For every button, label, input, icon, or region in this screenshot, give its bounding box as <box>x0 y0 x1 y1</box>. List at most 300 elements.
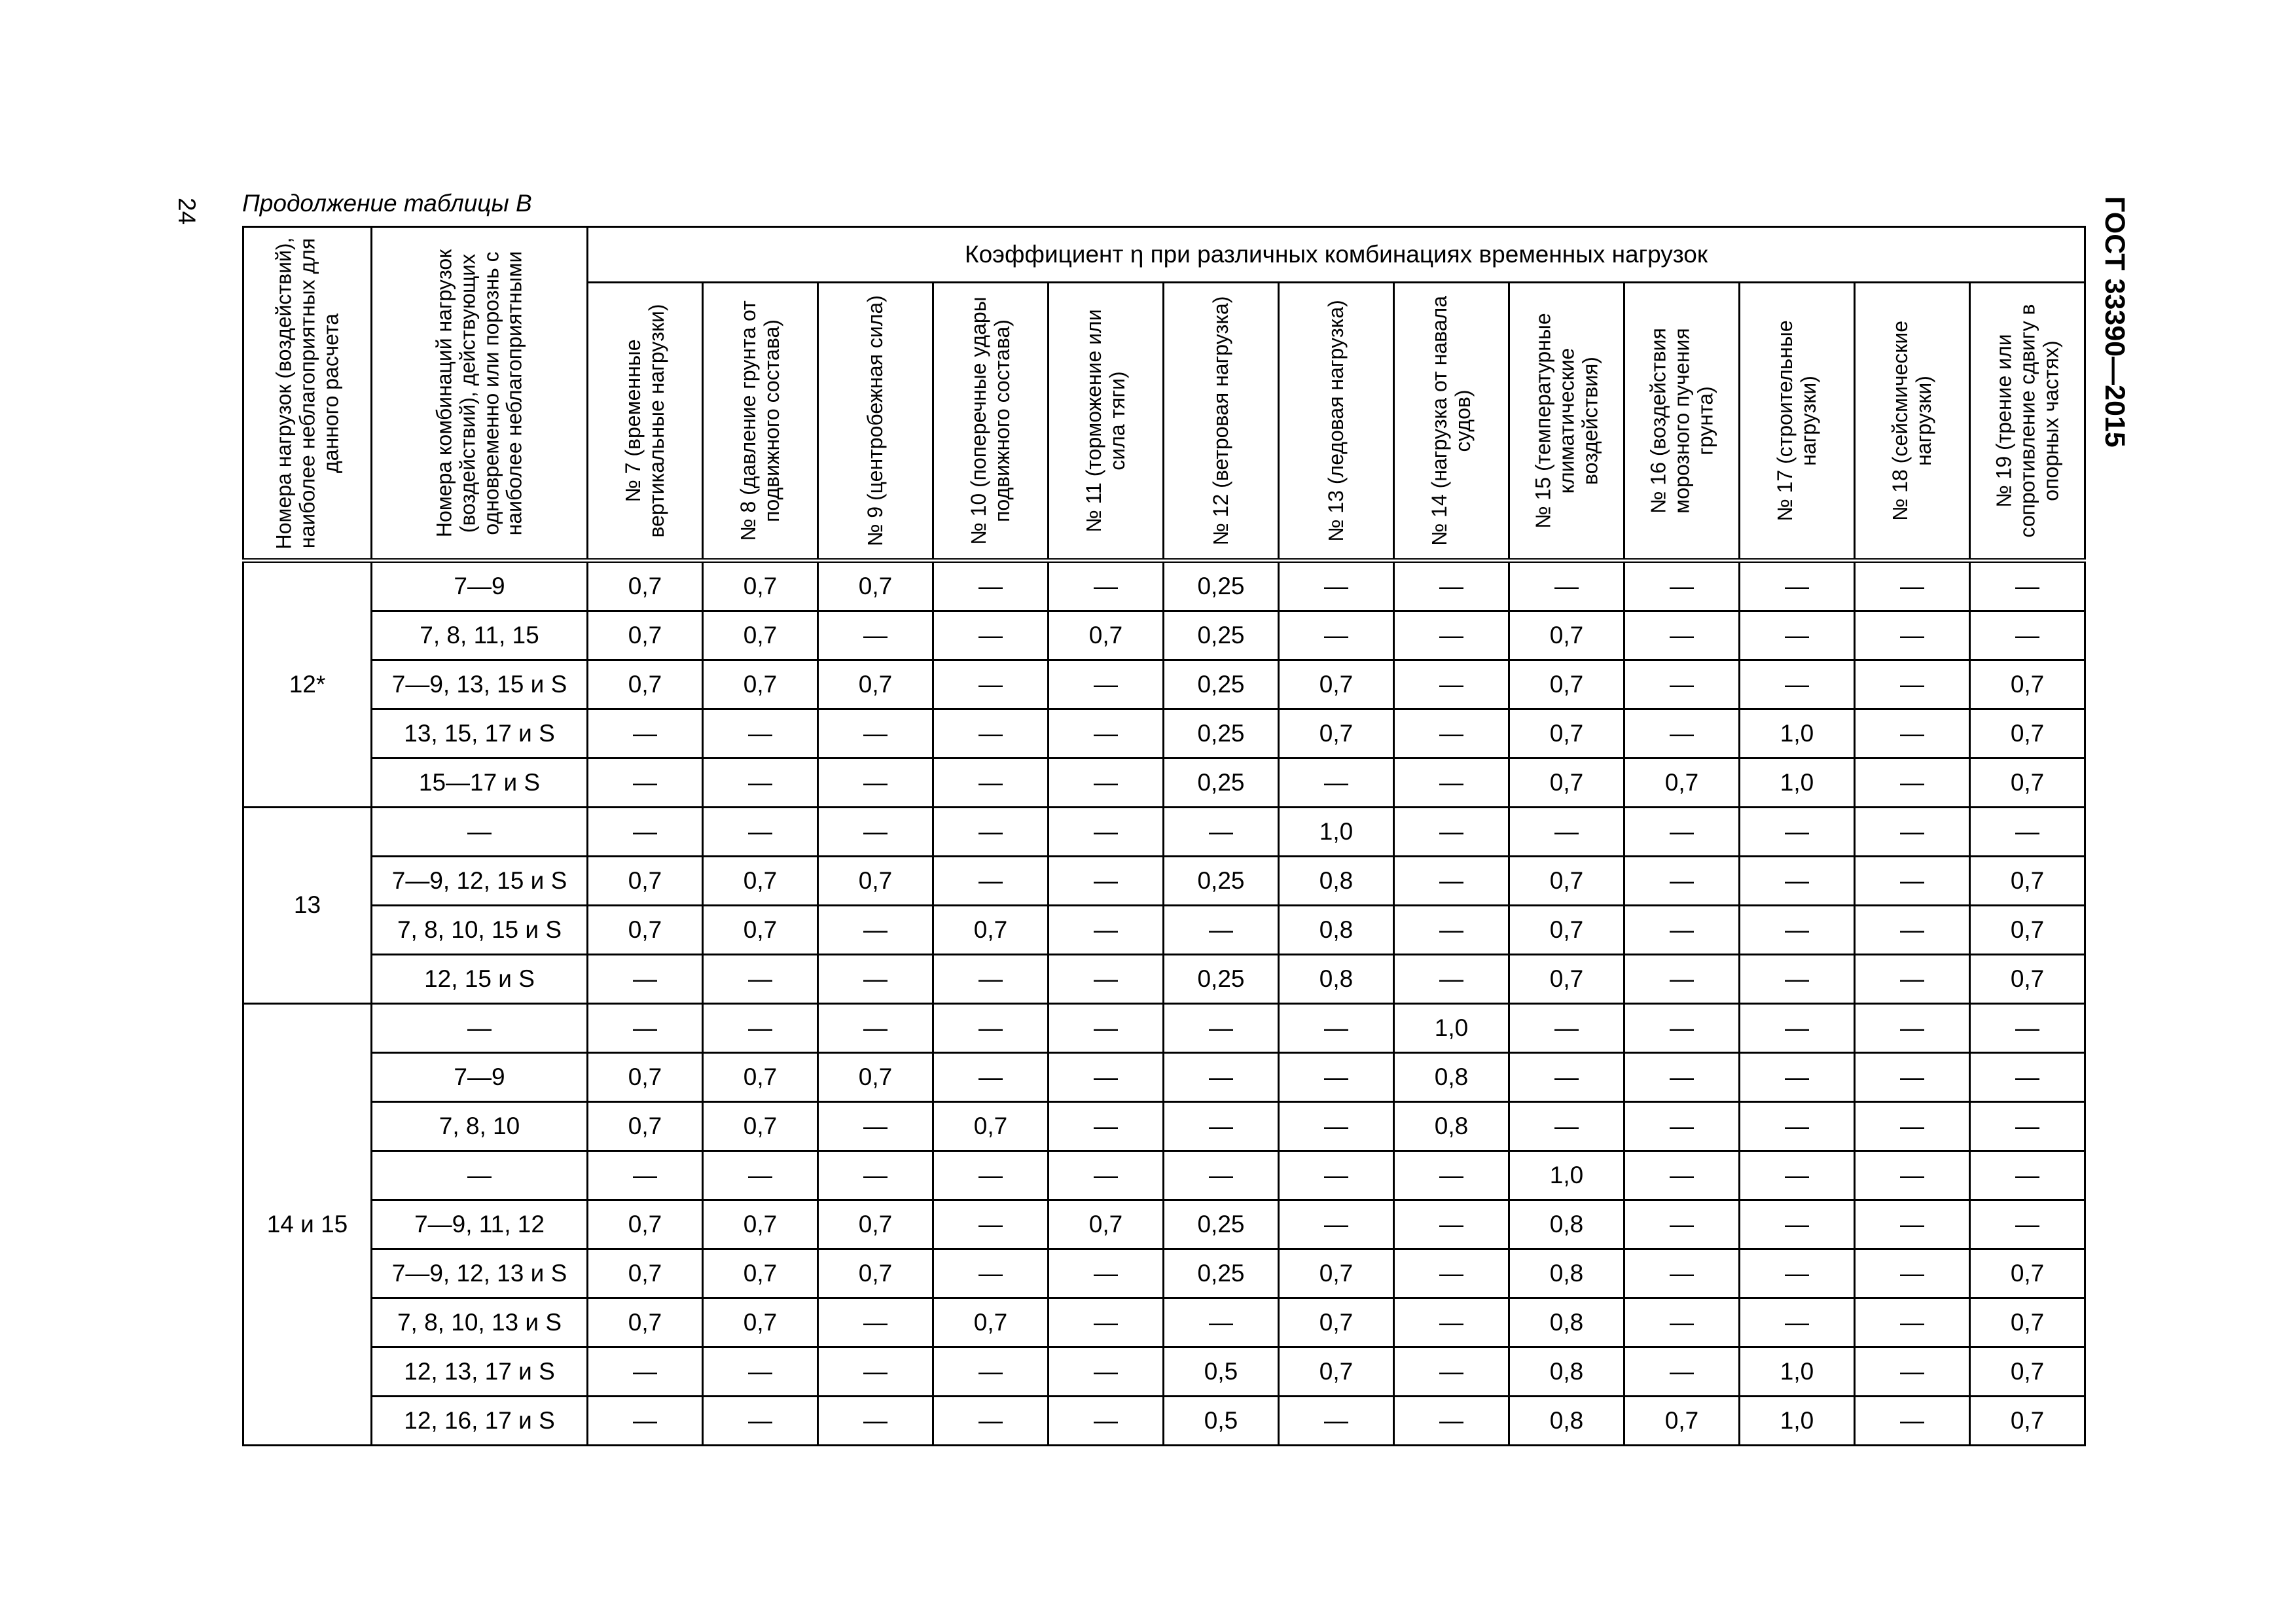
coefficient-cell: — <box>818 709 933 758</box>
span-header: Коэффициент η при различных комбинациях временных нагрузок <box>588 227 2085 283</box>
coefficient-cell: 0,7 <box>703 1298 818 1347</box>
coefficient-cell: — <box>1049 1298 1164 1347</box>
coefficient-cell: 0,7 <box>818 1053 933 1102</box>
coefficient-cell: 0,7 <box>1509 857 1624 906</box>
coefficient-cell: 0,7 <box>818 857 933 906</box>
coefficient-cell: 1,0 <box>1740 1397 1855 1446</box>
coefficient-cell: 0,7 <box>1279 660 1394 709</box>
coefficient-cell: 0,7 <box>1049 611 1164 660</box>
coefficient-cell: — <box>1624 906 1740 955</box>
coefficient-cell: 0,7 <box>1279 709 1394 758</box>
coefficient-cell: — <box>1279 1151 1394 1200</box>
coefficient-cell: 0,7 <box>933 1102 1049 1151</box>
coefficient-cell: — <box>1394 1298 1509 1347</box>
coefficient-cell: 0,7 <box>588 611 703 660</box>
coefficient-cell: — <box>1624 1298 1740 1347</box>
coefficient-cell: 0,8 <box>1509 1397 1624 1446</box>
coefficient-cell: — <box>1279 1200 1394 1249</box>
coefficient-cell: — <box>1049 1249 1164 1298</box>
load-header-9 <box>818 283 933 561</box>
coefficient-cell: 0,7 <box>703 611 818 660</box>
table-caption: Продолжение таблицы В <box>242 190 532 217</box>
coefficient-cell: — <box>1394 758 1509 808</box>
coefficient-cell: — <box>588 1151 703 1200</box>
table-row <box>243 955 2085 1004</box>
coefficient-cell: 0,7 <box>703 1249 818 1298</box>
coefficient-cell: — <box>1394 857 1509 906</box>
coefficient-cell: — <box>1855 906 1970 955</box>
load-header-text: № 17 (строительные нагрузки) <box>1772 320 1820 522</box>
coefficient-cell: — <box>1740 1298 1855 1347</box>
coefficient-cell: 0,7 <box>1624 758 1740 808</box>
combination-cell: — <box>372 1151 588 1200</box>
coefficient-cell: 1,0 <box>1509 1151 1624 1200</box>
coefficient-cell: — <box>1855 1298 1970 1347</box>
combination-cell: 7—9, 12, 13 и S <box>372 1249 588 1298</box>
coefficient-cell: 0,8 <box>1279 906 1394 955</box>
load-header-19 <box>1970 283 2085 561</box>
coefficient-cell: — <box>588 1004 703 1053</box>
load-header-11 <box>1049 283 1164 561</box>
coefficient-cell: — <box>1855 660 1970 709</box>
coefficient-cell: 0,7 <box>588 1298 703 1347</box>
load-header-text: № 19 (трение или сопротивление сдвигу в опорных частях) <box>1991 304 2062 538</box>
coefficient-cell: 0,25 <box>1164 561 1279 611</box>
combination-cell: 7, 8, 10 <box>372 1102 588 1151</box>
table-row <box>243 1347 2085 1397</box>
table-row <box>243 1102 2085 1151</box>
coefficient-cell: 0,25 <box>1164 955 1279 1004</box>
coefficient-cell: — <box>1049 1053 1164 1102</box>
coefficient-cell: — <box>1164 1151 1279 1200</box>
coefficient-cell: — <box>1049 808 1164 857</box>
coefficient-cell: — <box>1049 906 1164 955</box>
coefficient-cell: — <box>1624 1347 1740 1397</box>
coefficient-cell: — <box>1394 1347 1509 1397</box>
load-header-text: № 16 (воздействия морозного пучения грунта) <box>1645 328 1717 514</box>
coefficient-cell: — <box>933 660 1049 709</box>
coefficient-cell: 0,7 <box>588 857 703 906</box>
combination-cell: 7—9 <box>372 1053 588 1102</box>
coefficient-cell: — <box>933 611 1049 660</box>
table-row <box>243 1249 2085 1298</box>
coefficient-cell: — <box>1740 955 1855 1004</box>
coefficient-cell: — <box>933 709 1049 758</box>
coefficient-cell: 1,0 <box>1279 808 1394 857</box>
coefficient-cell: — <box>1164 1004 1279 1053</box>
coefficient-cell: — <box>1970 1004 2085 1053</box>
coefficient-cell: — <box>933 1151 1049 1200</box>
combination-cell: 7—9, 13, 15 и S <box>372 660 588 709</box>
coefficient-cell: — <box>1740 1102 1855 1151</box>
coefficient-cell: — <box>1394 808 1509 857</box>
coefficient-cell: — <box>933 1053 1049 1102</box>
load-header-text: № 10 (поперечные удары подвижного состава) <box>966 296 1014 545</box>
coefficient-cell: 0,7 <box>1970 660 2085 709</box>
coefficient-cell: — <box>818 611 933 660</box>
coefficient-cell: — <box>1279 1053 1394 1102</box>
coefficient-cell: — <box>1624 1102 1740 1151</box>
coefficient-cell: 0,7 <box>1509 709 1624 758</box>
coefficient-cell: — <box>1164 1102 1279 1151</box>
coefficient-cell: 0,7 <box>1970 1249 2085 1298</box>
coefficient-cell: — <box>1394 1397 1509 1446</box>
table-row <box>243 1053 2085 1102</box>
table-row <box>243 906 2085 955</box>
coefficient-cell: — <box>703 955 818 1004</box>
coefficient-cell: — <box>1049 1347 1164 1397</box>
coefficient-cell: — <box>1394 660 1509 709</box>
coefficient-cell: 0,7 <box>818 1200 933 1249</box>
coefficient-cell: 0,8 <box>1509 1249 1624 1298</box>
group-label: 13 <box>243 808 372 1004</box>
coefficient-cell: — <box>1970 1102 2085 1151</box>
coefficient-cell: — <box>818 906 933 955</box>
coefficient-cell: 0,7 <box>703 906 818 955</box>
coefficient-cell: — <box>1740 1151 1855 1200</box>
document-title: ГОСТ 33390—2015 <box>2099 196 2130 448</box>
coefficient-cell: — <box>1624 1151 1740 1200</box>
coefficient-cell: 0,7 <box>588 1053 703 1102</box>
load-header-16 <box>1624 283 1740 561</box>
combination-cell: 7, 8, 11, 15 <box>372 611 588 660</box>
coefficient-cell: — <box>1049 955 1164 1004</box>
coefficient-cell: 0,7 <box>588 1102 703 1151</box>
combination-cell: 7—9, 11, 12 <box>372 1200 588 1249</box>
coefficient-cell: 0,8 <box>1394 1053 1509 1102</box>
load-header-14 <box>1394 283 1509 561</box>
coefficient-cell: 0,7 <box>1970 758 2085 808</box>
coefficient-cell: — <box>933 808 1049 857</box>
coefficient-cell: — <box>933 955 1049 1004</box>
coefficient-cell: — <box>1509 561 1624 611</box>
coefficient-cell: — <box>1624 857 1740 906</box>
coefficient-cell: — <box>1394 561 1509 611</box>
coefficient-cell: 0,7 <box>1970 955 2085 1004</box>
coefficient-cell: — <box>1855 1200 1970 1249</box>
combination-cell: 12, 13, 17 и S <box>372 1347 588 1397</box>
coefficient-cell: — <box>1049 758 1164 808</box>
coefficient-cell: — <box>1164 1053 1279 1102</box>
coefficient-cell: 0,7 <box>703 1200 818 1249</box>
coefficient-cell: — <box>1049 857 1164 906</box>
coefficient-cell: — <box>933 1397 1049 1446</box>
coefficient-cell: — <box>1855 1347 1970 1397</box>
coefficient-cell: — <box>1279 1102 1394 1151</box>
coefficient-cell: 0,25 <box>1164 709 1279 758</box>
combination-cell: 7, 8, 10, 13 и S <box>372 1298 588 1347</box>
coefficient-cell: 0,7 <box>1509 758 1624 808</box>
col-header-loads <box>243 227 372 561</box>
coefficient-cell: 0,7 <box>588 906 703 955</box>
coefficient-cell: 0,7 <box>1970 709 2085 758</box>
coefficient-cell: — <box>1740 1053 1855 1102</box>
coefficient-cell: — <box>1049 1397 1164 1446</box>
coefficient-cell: — <box>818 1347 933 1397</box>
coefficient-cell: — <box>1855 758 1970 808</box>
coefficient-cell: — <box>1509 1004 1624 1053</box>
coefficient-cell: — <box>1740 611 1855 660</box>
coefficient-cell: — <box>1624 955 1740 1004</box>
coefficient-cell: — <box>1279 611 1394 660</box>
coefficient-cell: 0,7 <box>1509 660 1624 709</box>
table-row <box>243 1397 2085 1446</box>
coefficient-cell: 0,7 <box>818 561 933 611</box>
coefficient-cell: — <box>1049 561 1164 611</box>
coefficient-cell: 0,7 <box>1279 1298 1394 1347</box>
coefficient-cell: — <box>1855 1397 1970 1446</box>
coefficient-cell: — <box>1855 955 1970 1004</box>
coefficient-cell: 0,7 <box>933 1298 1049 1347</box>
coefficient-cell: — <box>1970 808 2085 857</box>
table-row <box>243 758 2085 808</box>
coefficient-cell: — <box>1164 906 1279 955</box>
table-row <box>243 857 2085 906</box>
coefficient-cell: — <box>1740 906 1855 955</box>
coefficient-cell: — <box>588 1347 703 1397</box>
coefficient-cell: — <box>1624 808 1740 857</box>
coefficient-cell: — <box>1394 709 1509 758</box>
coefficient-cell: 0,7 <box>703 1053 818 1102</box>
coefficient-cell: — <box>703 1397 818 1446</box>
coefficient-cell: 1,0 <box>1740 1347 1855 1397</box>
table-row <box>243 660 2085 709</box>
coefficient-cell: — <box>1624 660 1740 709</box>
col-header-loads-text: Номера нагрузок (воздействий), наиболее неблагоприятных для данного расчета <box>271 237 342 549</box>
coefficient-cell: — <box>703 1004 818 1053</box>
coefficient-cell: — <box>818 1102 933 1151</box>
coefficient-cell: — <box>1740 1200 1855 1249</box>
coefficient-cell: 0,25 <box>1164 857 1279 906</box>
combination-cell: — <box>372 1004 588 1053</box>
table-row <box>243 1004 2085 1053</box>
table-row <box>243 808 2085 857</box>
coefficient-cell: 0,5 <box>1164 1347 1279 1397</box>
load-header-text: № 15 (температурные климатические воздействия) <box>1530 313 1602 529</box>
coefficient-cell: — <box>1049 709 1164 758</box>
table-row <box>243 1200 2085 1249</box>
coefficient-cell: 0,7 <box>1970 906 2085 955</box>
coefficient-cell: — <box>1624 1200 1740 1249</box>
coefficient-cell: 0,7 <box>588 1200 703 1249</box>
load-header-7 <box>588 283 703 561</box>
coefficient-cell: 0,5 <box>1164 1397 1279 1446</box>
coefficient-cell: — <box>1049 1004 1164 1053</box>
coefficient-cell: 0,7 <box>933 906 1049 955</box>
coefficient-cell: 0,7 <box>1049 1200 1164 1249</box>
coefficient-cell: — <box>1970 561 2085 611</box>
load-header-17 <box>1740 283 1855 561</box>
coefficient-cell: — <box>1855 857 1970 906</box>
coefficient-cell: 0,25 <box>1164 1249 1279 1298</box>
coefficient-cell: 0,8 <box>1509 1298 1624 1347</box>
coefficient-cell: 0,7 <box>818 1249 933 1298</box>
coefficient-cell: — <box>1740 660 1855 709</box>
coefficient-cell: 0,25 <box>1164 758 1279 808</box>
load-header-10 <box>933 283 1049 561</box>
load-header-text: № 12 (ветровая нагрузка) <box>1208 296 1232 546</box>
coefficient-cell: 0,7 <box>1509 906 1624 955</box>
coefficient-cell: — <box>933 758 1049 808</box>
coefficient-cell: 0,25 <box>1164 660 1279 709</box>
coefficient-cell: — <box>1624 1249 1740 1298</box>
coefficient-cell: — <box>1740 808 1855 857</box>
coefficient-cell: — <box>1855 1102 1970 1151</box>
coefficient-cell: — <box>1394 1249 1509 1298</box>
load-header-13 <box>1279 283 1394 561</box>
coefficient-table <box>242 226 2086 1446</box>
coefficient-cell: 1,0 <box>1740 709 1855 758</box>
coefficient-cell: — <box>1509 1053 1624 1102</box>
col-header-combinations <box>372 227 588 561</box>
coefficient-cell: — <box>1164 808 1279 857</box>
coefficient-cell: — <box>1394 906 1509 955</box>
coefficient-cell: — <box>1624 561 1740 611</box>
coefficient-cell: 0,7 <box>588 660 703 709</box>
coefficient-cell: — <box>1509 1102 1624 1151</box>
coefficient-cell: — <box>703 709 818 758</box>
coefficient-cell: — <box>588 1397 703 1446</box>
coefficient-cell: — <box>1970 611 2085 660</box>
coefficient-cell: 1,0 <box>1740 758 1855 808</box>
combination-cell: 7—9, 12, 15 и S <box>372 857 588 906</box>
combination-cell: 12, 15 и S <box>372 955 588 1004</box>
load-header-text: № 18 (сейсмические нагрузки) <box>1888 320 1935 522</box>
combination-cell: 15—17 и S <box>372 758 588 808</box>
coefficient-cell: 0,8 <box>1509 1347 1624 1397</box>
coefficient-cell: — <box>1509 808 1624 857</box>
coefficient-cell: 0,7 <box>1279 1249 1394 1298</box>
coefficient-cell: 0,7 <box>1970 1347 2085 1397</box>
coefficient-cell: 0,7 <box>703 857 818 906</box>
coefficient-cell: 0,25 <box>1164 611 1279 660</box>
combination-cell: 12, 16, 17 и S <box>372 1397 588 1446</box>
coefficient-cell: 0,7 <box>1624 1397 1740 1446</box>
coefficient-cell: — <box>1049 1102 1164 1151</box>
coefficient-cell: — <box>1394 611 1509 660</box>
coefficient-cell: 0,7 <box>703 561 818 611</box>
coefficient-cell: — <box>1855 611 1970 660</box>
coefficient-cell: — <box>1624 1004 1740 1053</box>
coefficient-cell: — <box>1394 1151 1509 1200</box>
coefficient-cell: — <box>1855 1249 1970 1298</box>
coefficient-cell: — <box>1970 1200 2085 1249</box>
coefficient-cell: — <box>933 1347 1049 1397</box>
coefficient-cell: — <box>1740 561 1855 611</box>
coefficient-cell: 0,7 <box>588 1249 703 1298</box>
load-header-15 <box>1509 283 1624 561</box>
load-header-text: № 11 (торможение или сила тяги) <box>1081 309 1129 533</box>
load-header-text: № 8 (давление грунта от подвижного состава) <box>736 300 783 541</box>
coefficient-cell: — <box>933 1200 1049 1249</box>
coefficient-cell: — <box>1740 857 1855 906</box>
coefficient-cell: — <box>1855 808 1970 857</box>
table-row <box>243 1298 2085 1347</box>
coefficient-cell: 0,8 <box>1394 1102 1509 1151</box>
coefficient-cell: — <box>1855 561 1970 611</box>
load-header-text: № 14 (нагрузка от навала судов) <box>1427 296 1475 546</box>
coefficient-cell: 0,8 <box>1279 955 1394 1004</box>
table-row <box>243 709 2085 758</box>
coefficient-cell: 0,7 <box>1279 1347 1394 1397</box>
coefficient-cell: — <box>1855 1004 1970 1053</box>
coefficient-cell: — <box>818 1004 933 1053</box>
coefficient-cell: — <box>818 955 933 1004</box>
coefficient-cell: — <box>1740 1004 1855 1053</box>
table-row <box>243 1151 2085 1200</box>
coefficient-cell: — <box>1164 1298 1279 1347</box>
coefficient-cell: — <box>703 808 818 857</box>
load-header-text: № 7 (временные вертикальные нагрузки) <box>620 304 668 538</box>
coefficient-cell: — <box>703 1151 818 1200</box>
coefficient-cell: — <box>588 709 703 758</box>
coefficient-cell: 0,7 <box>703 1102 818 1151</box>
coefficient-cell: 0,7 <box>818 660 933 709</box>
coefficient-cell: 0,7 <box>588 561 703 611</box>
coefficient-cell: — <box>1855 709 1970 758</box>
coefficient-cell: — <box>818 1298 933 1347</box>
coefficient-cell: 0,7 <box>703 660 818 709</box>
coefficient-cell: — <box>1624 709 1740 758</box>
page-number: 24 <box>173 198 200 225</box>
coefficient-cell: — <box>588 808 703 857</box>
coefficient-cell: — <box>1049 660 1164 709</box>
coefficient-cell: — <box>933 1249 1049 1298</box>
coefficient-cell: 0,7 <box>1970 1298 2085 1347</box>
coefficient-cell: — <box>1624 611 1740 660</box>
coefficient-cell: — <box>1279 758 1394 808</box>
table-row <box>243 611 2085 660</box>
coefficient-cell: — <box>818 1397 933 1446</box>
coefficient-cell: — <box>703 758 818 808</box>
col-header-combinations-text: Номера комбинаций нагрузок (воздействий), действующих одновременно или порознь с наиболее неблагоприятными <box>431 249 526 537</box>
coefficient-cell: — <box>1279 561 1394 611</box>
coefficient-cell: — <box>588 955 703 1004</box>
coefficient-cell: 0,7 <box>1970 857 2085 906</box>
coefficient-cell: 0,7 <box>1509 955 1624 1004</box>
coefficient-cell: — <box>1394 1200 1509 1249</box>
coefficient-cell: — <box>1970 1151 2085 1200</box>
coefficient-cell: — <box>1279 1004 1394 1053</box>
coefficient-cell: — <box>1394 955 1509 1004</box>
combination-cell: 13, 15, 17 и S <box>372 709 588 758</box>
coefficient-cell: — <box>818 808 933 857</box>
coefficient-cell: 0,25 <box>1164 1200 1279 1249</box>
group-label: 14 и 15 <box>243 1004 372 1446</box>
load-header-18 <box>1855 283 1970 561</box>
group-label: 12* <box>243 561 372 808</box>
coefficient-cell: 0,7 <box>1509 611 1624 660</box>
load-header-text: № 13 (ледовая нагрузка) <box>1323 300 1348 542</box>
coefficient-cell: — <box>703 1347 818 1397</box>
coefficient-cell: 1,0 <box>1394 1004 1509 1053</box>
coefficient-cell: — <box>933 1004 1049 1053</box>
coefficient-cell: — <box>818 1151 933 1200</box>
coefficient-cell: — <box>1740 1249 1855 1298</box>
combination-cell: 7—9 <box>372 561 588 611</box>
combination-cell: — <box>372 808 588 857</box>
coefficient-cell: — <box>933 857 1049 906</box>
coefficient-cell: — <box>1624 1053 1740 1102</box>
coefficient-cell: — <box>933 561 1049 611</box>
load-header-8 <box>703 283 818 561</box>
coefficient-cell: — <box>588 758 703 808</box>
coefficient-cell: — <box>1049 1151 1164 1200</box>
coefficient-cell: 0,8 <box>1279 857 1394 906</box>
coefficient-cell: 0,8 <box>1509 1200 1624 1249</box>
coefficient-cell: 0,7 <box>1970 1397 2085 1446</box>
coefficient-cell: — <box>818 758 933 808</box>
